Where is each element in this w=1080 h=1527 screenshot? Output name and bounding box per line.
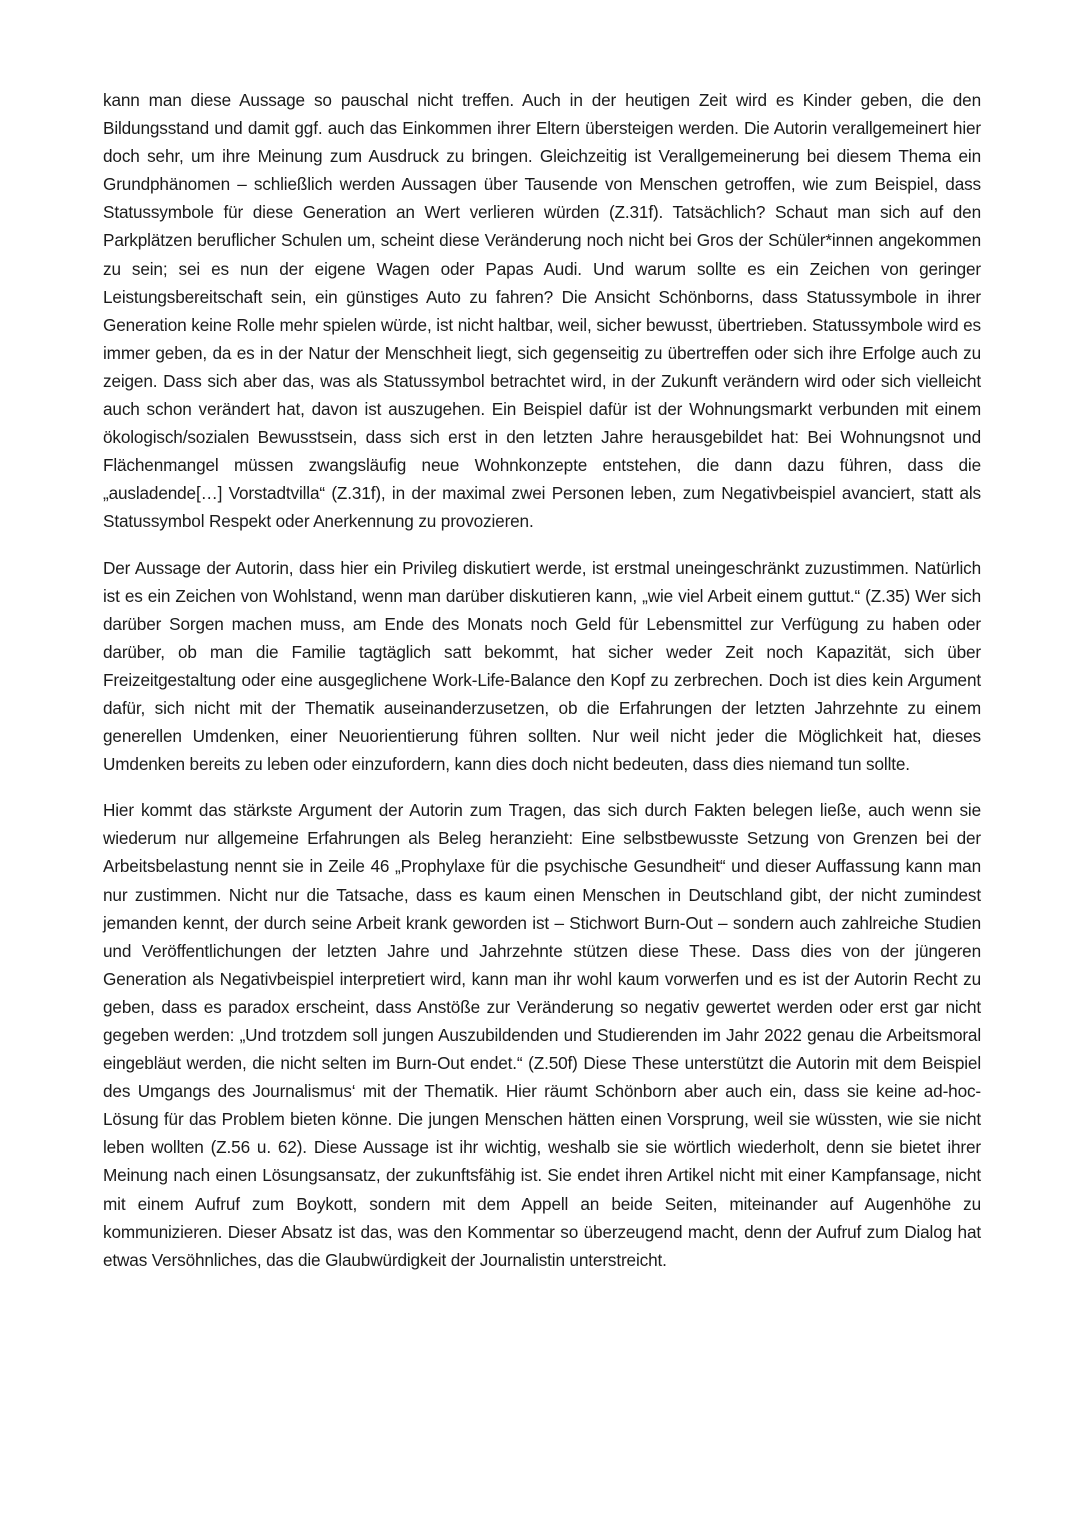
paragraph-status-symbols: kann man diese Aussage so pauschal nicht treffen. Auch in der heutigen Zeit wird es Kinder geben, die den Bildungsstand und damit ggf. auch das Einkommen ihrer Eltern übersteigen werden. Die Autorin verallgemeinert hier doch sehr, um ihre Meinung zum Ausdruck zu bringen. Gleichzeitig ist Verallgemeinerung bei diesem Thema ein Grundphänomen – schließlich werden Aussagen über Tausende von Menschen getroffen, wie zum Beispiel, dass Statussymbole für diese Generation an Wert verlieren würden (Z.31f). Tatsächlich? Schaut man sich auf den Parkplätzen beruflicher Schulen um, scheint diese Veränderung noch nicht bei Gros der Schüler*innen angekommen zu sein; sei es nun der eigene Wagen oder Papas Audi. Und warum sollte es ein Zeichen von geringer Leistungsbereitschaft sein, ein günstiges Auto zu fahren? Die Ansicht Schönborns, dass Statussymbole in ihrer Generation keine Rolle mehr spielen würde, ist nicht haltbar, weil, sicher bewusst, übertrieben. Statussymbole wird es immer geben, da es in der Natur der Menschheit liegt, sich gegenseitig zu übertreffen oder sich ihre Erfolge auch zu zeigen. Dass sich aber das, was als Statussymbol betrachtet wird, in der Zukunft verändern wird oder sich vielleicht auch schon verändert hat, davon ist auszugehen. Ein Beispiel dafür ist der Wohnungsmarkt verbunden mit einem ökologisch/sozialen Bewusstsein, dass sich erst in den letzten Jahre herausgebildet hat: Bei Wohnungsnot und Flächenmangel müssen zwangsläufig neue Wohnkonzepte entstehen, die dann dazu führen, dass die „ausladende[…] Vorstadtvilla“ (Z.31f), in der maximal zwei Personen leben, zum Negativbeispiel avanciert, statt als Statussymbol Respekt oder Anerkennung zu provozieren. bbox=[103, 90, 981, 532]
paragraph-privilege: Der Aussage der Autorin, dass hier ein Privileg diskutiert werde, ist erstmal uneingeschränkt zuzustimmen. Natürlich ist es ein Zeichen von Wohlstand, wenn man darüber diskutieren kann, „wie viel Arbeit einem guttut.“ (Z.35) Wer sich darüber Sorgen machen muss, am Ende des Monats noch Geld für Lebensmittel zur Verfügung zu haben oder darüber, ob man die Familie tagtäglich satt bekommt, hat sicher weder Zeit noch Kapazität, sich über Freizeitgestaltung oder eine ausgeglichene Work-Life-Balance den Kopf zu zerbrechen. Doch ist dies kein Argument dafür, sich nicht mit der Thematik auseinanderzusetzen, ob die Erfahrungen der letzten Jahrzehnte zu einem generellen Umdenken, einer Neuorientierung führen sollten. Nur weil nicht jeder die Möglichkeit hat, dieses Umdenken bereits zu leben oder einzufordern, kann dies doch nicht bedeuten, dass dies niemand tun sollte. bbox=[103, 557, 981, 775]
paragraph-strongest-argument: Hier kommt das stärkste Argument der Autorin zum Tragen, das sich durch Fakten belegen ließe, auch wenn sie wiederum nur allgemeine Erfahrungen als Beleg heranzieht: Eine selbstbewusste Setzung von Grenzen bei der Arbeitsbelastung nennt sie in Zeile 46 „Prophylaxe für die psychische Gesundheit“ und dieser Auffassung kann man nur zustimmen. Nicht nur die Tatsache, dass es kaum einen Menschen in Deutschland gibt, der nicht zumindest jemanden kennt, der durch seine Arbeit krank geworden ist – Stichwort Burn-Out – sondern auch zahlreiche Studien und Veröffentlichungen der letzten Jahre und Jahrzehnte stützen diese These. Dass dies von der jüngeren Generation als Negativbeispiel interpretiert wird, kann man ihr wohl kaum vorwerfen und es ist der Autorin Recht zu geben, dass es paradox erscheint, dass Anstöße zur Veränderung so negativ gewertet werden oder erst gar nicht gegeben werden: „Und trotzdem soll jungen Auszubildenden und Studierenden im Jahr 2022 genau die Arbeitsmoral eingebläut werden, die nicht selten im Burn-Out endet.“ (Z.50f) Diese These unterstützt die Autorin mit dem Beispiel des Umgangs des Journalismus‘ mit der Thematik. Hier räumt Schönborn aber auch ein, dass sie keine ad-hoc-Lösung für das Problem bieten könne. Die jungen Menschen hätten einen Vorsprung, weil sie wüssten, wie sie nicht leben wollten (Z.56 u. 62). Diese Aussage ist ihr wichtig, weshalb sie sie wörtlich wiederholt, denn sie bietet ihrer Meinung nach einen Lösungsansatz, der zukunftsfähig ist. Sie endet ihren Artikel nicht mit einer Kampfansage, nicht mit einem Aufruf zum Boykott, sondern mit dem Appell an beide Seiten, miteinander auf Augenhöhe zu kommunizieren. Dieser Absatz ist das, was den Kommentar so überzeugend macht, denn der Aufruf zum Dialog hat etwas Versöhnliches, das die Glaubwürdigkeit der Journalistin unterstreicht. bbox=[103, 800, 981, 1270]
document-page bbox=[103, 86, 981, 1292]
